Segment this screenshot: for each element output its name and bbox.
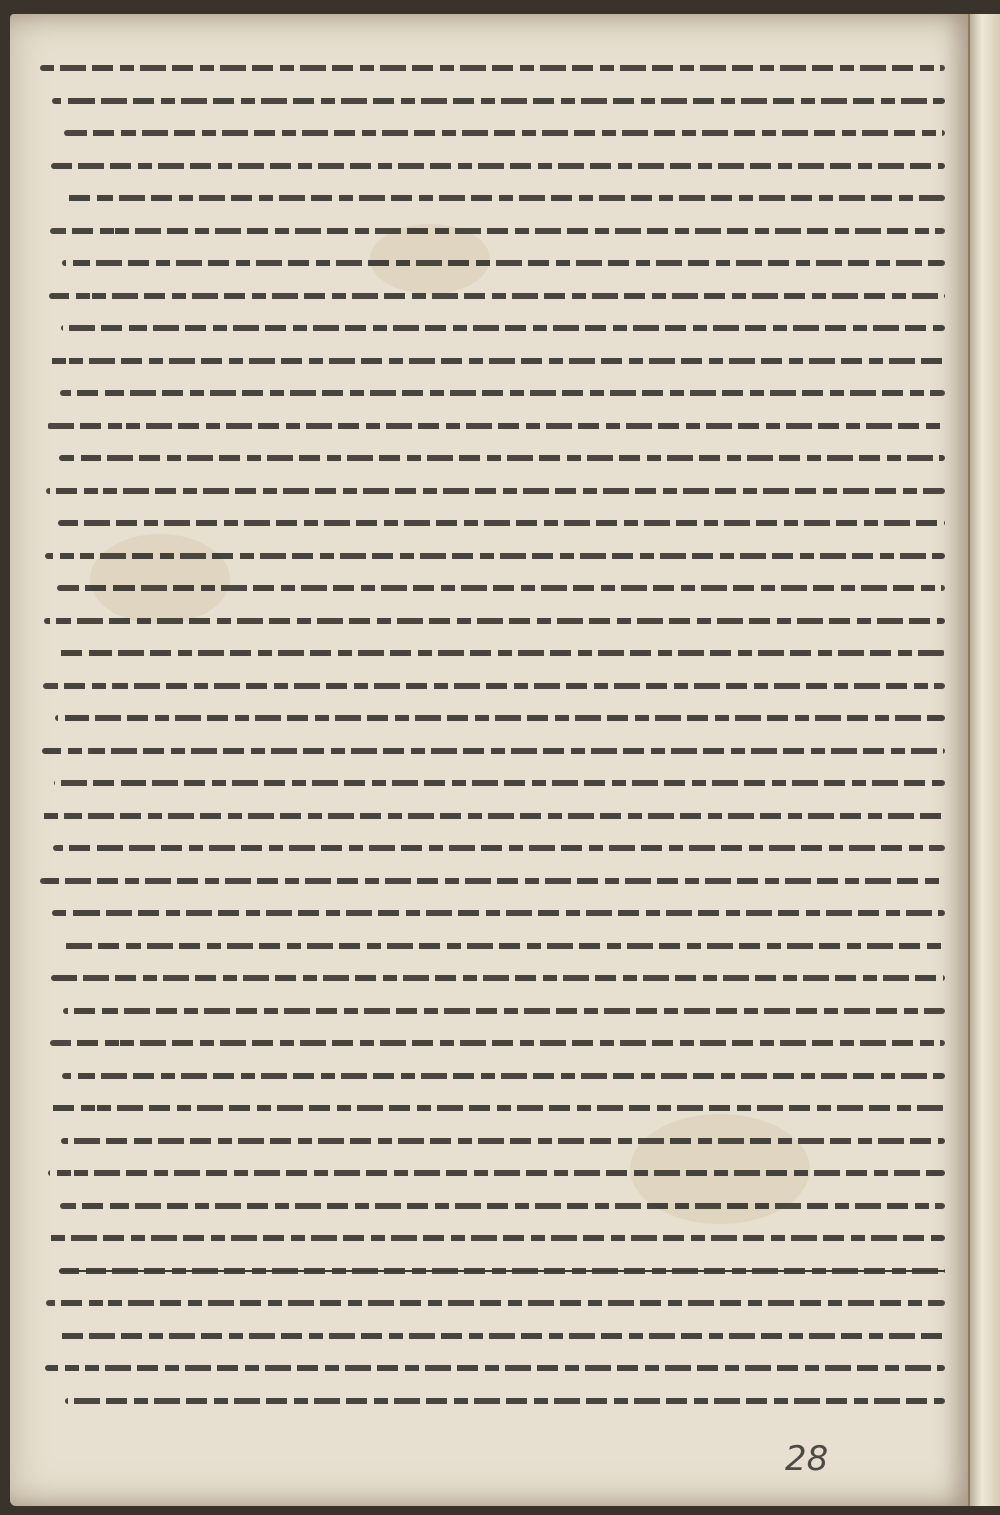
handwritten-line xyxy=(40,1192,945,1220)
handwritten-line xyxy=(40,542,945,570)
handwritten-line xyxy=(40,997,945,1025)
ink-stroke xyxy=(40,878,945,884)
handwritten-line xyxy=(40,379,945,407)
handwritten-line xyxy=(40,932,945,960)
handwritten-line xyxy=(40,152,945,180)
ink-stroke xyxy=(63,1008,945,1014)
ink-stroke xyxy=(62,260,945,266)
ink-stroke xyxy=(59,455,945,461)
handwritten-line xyxy=(40,1322,945,1350)
handwritten-line xyxy=(40,867,945,895)
handwritten-line xyxy=(40,217,945,245)
handwritten-line xyxy=(40,509,945,537)
ink-stroke xyxy=(55,715,945,721)
handwritten-line xyxy=(40,1094,945,1122)
ink-stroke xyxy=(47,1235,945,1241)
handwritten-line xyxy=(40,1127,945,1155)
handwritten-line xyxy=(40,899,945,927)
ink-stroke xyxy=(56,650,945,656)
handwritten-text-block xyxy=(40,54,945,1434)
ink-stroke xyxy=(64,130,945,136)
ink-stroke xyxy=(47,423,945,429)
ink-stroke xyxy=(45,1365,945,1371)
ink-stroke xyxy=(52,910,945,916)
ink-stroke xyxy=(46,488,945,494)
handwritten-line xyxy=(40,282,945,310)
ink-stroke xyxy=(51,975,945,981)
ink-stroke xyxy=(52,98,945,104)
handwritten-line xyxy=(40,87,945,115)
handwritten-line xyxy=(40,834,945,862)
handwritten-line xyxy=(40,769,945,797)
ink-stroke xyxy=(58,1333,945,1339)
ink-stroke xyxy=(51,163,945,169)
ink-stroke xyxy=(61,1138,945,1144)
ink-stroke xyxy=(42,748,945,754)
ink-stroke xyxy=(53,845,945,851)
ink-stroke xyxy=(43,683,945,689)
ink-stroke xyxy=(50,1040,945,1046)
ink-stroke xyxy=(62,1073,945,1079)
ink-stroke xyxy=(57,585,945,591)
handwritten-line xyxy=(40,1387,945,1415)
handwritten-line xyxy=(40,964,945,992)
ink-stroke xyxy=(45,553,945,559)
ink-stroke xyxy=(58,520,945,526)
ink-stroke xyxy=(49,293,945,299)
handwritten-line xyxy=(40,444,945,472)
handwritten-line xyxy=(40,1354,945,1382)
handwritten-line xyxy=(40,737,945,765)
ink-stroke xyxy=(46,1300,945,1306)
handwritten-line xyxy=(40,802,945,830)
folio-number: 28 xyxy=(785,1439,829,1479)
handwritten-line xyxy=(40,1029,945,1057)
ink-stroke xyxy=(50,228,945,234)
manuscript-page xyxy=(10,14,975,1506)
handwritten-line xyxy=(40,249,945,277)
ink-stroke xyxy=(49,1105,945,1111)
ink-stroke xyxy=(48,1170,945,1176)
handwritten-line xyxy=(40,639,945,667)
ink-stroke xyxy=(63,195,945,201)
ink-stroke xyxy=(54,780,945,786)
handwritten-line xyxy=(40,1289,945,1317)
ink-stroke xyxy=(48,358,945,364)
handwritten-line xyxy=(40,704,945,732)
ink-stroke xyxy=(60,1203,945,1209)
handwritten-line xyxy=(40,574,945,602)
ink-stroke xyxy=(59,1268,945,1274)
handwritten-line xyxy=(40,412,945,440)
handwritten-line xyxy=(40,672,945,700)
handwritten-line xyxy=(40,314,945,342)
handwritten-line xyxy=(40,1159,945,1187)
ink-stroke xyxy=(64,943,945,949)
ink-stroke xyxy=(65,1398,945,1404)
ink-stroke xyxy=(61,325,945,331)
ink-stroke xyxy=(44,618,945,624)
handwritten-line xyxy=(40,477,945,505)
handwritten-line xyxy=(40,1257,945,1285)
handwritten-line xyxy=(40,184,945,212)
ink-stroke xyxy=(40,65,945,71)
ink-stroke xyxy=(60,390,945,396)
handwritten-line xyxy=(40,347,945,375)
handwritten-line xyxy=(40,119,945,147)
page-spine xyxy=(968,14,1000,1506)
handwritten-line xyxy=(40,54,945,82)
handwritten-line xyxy=(40,1224,945,1252)
handwritten-line xyxy=(40,607,945,635)
ink-stroke xyxy=(41,813,945,819)
handwritten-line xyxy=(40,1062,945,1090)
